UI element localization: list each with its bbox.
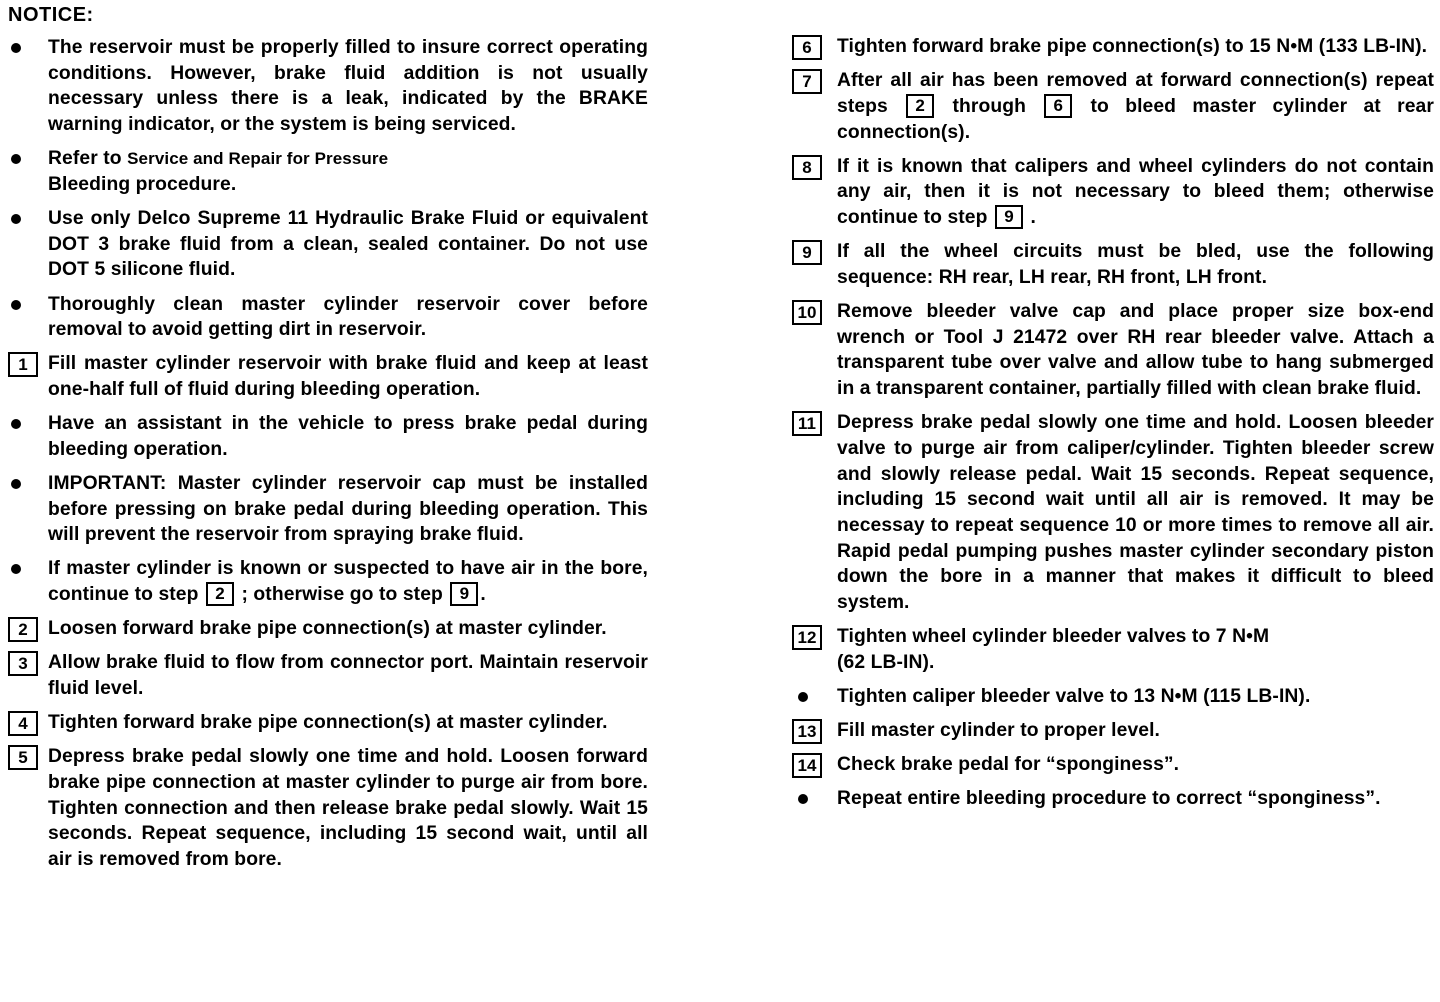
step-text-a: After all air has been removed at forward connection(s) repeat steps <box>837 70 1434 117</box>
step-text-c: to bleed master cylinder at rear connection(s). <box>837 95 1434 143</box>
bullet-text: Tighten caliper bleeder valve to 13 N•M (115 LB-IN). <box>837 685 1311 707</box>
notice-bullet-refer <box>8 146 648 197</box>
bullet-icon <box>11 43 21 53</box>
step-text-c: . <box>1030 207 1036 228</box>
step-text: Allow brake fluid to flow from connector port. Maintain reservoir fluid level. <box>48 652 648 699</box>
step-4 <box>8 710 648 736</box>
step-number-badge: 8 <box>792 155 822 180</box>
step-13 <box>792 718 1434 744</box>
step-text: Depress brake pedal slowly one time and hold. Loosen forward brake pipe connection at master cylinder to purge air from bore. Tighten connection and then release brake pedal slowly. Wait 15 seconds. Repeat sequence, including 15 second wait, until all air is removed from bore. <box>48 746 648 870</box>
right-column <box>792 34 1434 820</box>
step-text: Fill master cylinder to proper level. <box>837 720 1161 741</box>
bullet-icon <box>11 300 21 310</box>
step-text: Tighten forward brake pipe connection(s) to 15 N•M (133 LB-IN). <box>837 36 1428 57</box>
notice-heading: NOTICE: <box>8 4 94 26</box>
bullet-text-c: . <box>480 584 486 606</box>
notice-bullet-reservoir <box>8 35 648 138</box>
step-number-badge: 14 <box>792 753 822 778</box>
step-number-badge: 5 <box>8 745 38 770</box>
bullet-text: Thoroughly clean master cylinder reservoir cover before removal to avoid getting dirt in reservoir. <box>48 293 648 341</box>
service-repair-link[interactable]: Service and Repair for Pressure <box>127 149 389 169</box>
step-14 <box>792 752 1434 778</box>
bullet-text: Use only Delco Supreme 11 Hydraulic Brake Fluid or equivalent DOT 3 brake fluid from a clean, sealed container. Do not use DOT 5 silicone fluid. <box>48 208 648 281</box>
step-9 <box>792 239 1434 290</box>
notice-bullet-clean-cover <box>8 292 648 343</box>
step-ref-9[interactable]: 9 <box>995 205 1023 229</box>
step-number-badge: 1 <box>8 352 38 377</box>
bullet-caliper-bleeder <box>792 684 1434 710</box>
step-1 <box>8 351 648 402</box>
step-ref-6[interactable]: 6 <box>1044 94 1072 118</box>
step-text: Depress brake pedal slowly one time and hold. Loosen bleeder valve to purge air from caliper/cylinder. Tighten bleeder screw and slowly release pedal. Wait 15 seconds. Repeat sequence, including 15 second wait until all air is removed. It may be necessay to repeat sequence 10 or more times to remove all air. Rapid pedal pumping pushes master cylinder secondary piston down the bore in a manner that makes it difficult to bleed system. <box>837 412 1434 614</box>
step-text: Remove bleeder valve cap and place proper size box-end wrench or Tool J 21472 over RH rear bleeder valve. Attach a transparent tube over valve and allow tube to hang submerged in a transparent container, partially filled with clean brake fluid. <box>837 300 1434 399</box>
bullet-text-b: ; otherwise go to step <box>241 584 443 606</box>
bullet-icon <box>11 419 21 429</box>
step-text-a: If it is known that calipers and wheel cylinders do not contain any air, then it is not necessary to bleed them; otherwise continue to step <box>837 155 1434 228</box>
bullet-text-lead: Refer to <box>48 148 128 170</box>
step-text: Fill master cylinder reservoir with brake fluid and keep at least one-half full of fluid during bleeding operation. <box>48 353 648 400</box>
bullet-icon <box>11 214 21 224</box>
left-column <box>8 0 648 881</box>
step-number-badge: 2 <box>8 617 38 642</box>
notice-bullet-important <box>8 471 648 548</box>
step-text: Tighten forward brake pipe connection(s) at master cylinder. <box>48 712 608 734</box>
notice-bullet-air-in-bore <box>8 556 648 607</box>
step-number-badge: 6 <box>792 35 822 60</box>
step-number-badge: 11 <box>792 411 822 436</box>
step-10 <box>792 299 1434 402</box>
step-12 <box>792 624 1434 675</box>
step-ref-2[interactable]: 2 <box>906 94 934 118</box>
step-number-badge: 4 <box>8 711 38 736</box>
step-6 <box>792 34 1434 60</box>
step-number-badge: 3 <box>8 651 38 676</box>
step-text-b: through <box>952 95 1026 117</box>
bullet-text-tail: Bleeding procedure. <box>48 173 237 195</box>
step-text-a: Tighten wheel cylinder bleeder valves to 7 N•M <box>837 626 1270 648</box>
step-text: If all the wheel circuits must be bled, use the following sequence: RH rear, LH rear, RH front, LH front. <box>837 241 1434 288</box>
step-8 <box>792 154 1434 231</box>
step-number-badge: 13 <box>792 719 822 744</box>
bullet-text: The reservoir must be properly filled to insure correct operating conditions. However, brake fluid addition is not usually necessary unless there is a leak, indicated by the BRAKE warning indicator, or the system is being serviced. <box>48 37 648 136</box>
bullet-icon <box>11 154 21 164</box>
step-number-badge: 7 <box>792 69 822 94</box>
step-5 <box>8 744 648 873</box>
bullet-text: Repeat entire bleeding procedure to correct “sponginess”. <box>837 788 1381 810</box>
bullet-text: IMPORTANT: Master cylinder reservoir cap must be installed before pressing on brake pedal during bleeding operation. This will prevent the reservoir from spraying brake fluid. <box>48 472 648 546</box>
bullet-icon <box>798 794 808 804</box>
step-ref-9[interactable]: 9 <box>450 582 478 606</box>
step-11 <box>792 410 1434 616</box>
bullet-text-a: If master cylinder is known or suspected to have air in the bore, continue to step <box>48 558 648 606</box>
step-2 <box>8 616 648 642</box>
step-text: Loosen forward brake pipe connection(s) at master cylinder. <box>48 618 607 640</box>
notice-bullet-assistant <box>8 411 648 462</box>
step-3 <box>8 650 648 701</box>
step-text-b: (62 LB-IN). <box>837 651 935 673</box>
step-text: Check brake pedal for “sponginess”. <box>837 754 1180 776</box>
step-number-badge: 10 <box>792 300 822 325</box>
step-number-badge: 12 <box>792 625 822 650</box>
step-ref-2[interactable]: 2 <box>206 582 234 606</box>
bullet-icon <box>11 564 21 574</box>
step-7 <box>792 68 1434 145</box>
bullet-text: Have an assistant in the vehicle to press brake pedal during bleeding operation. <box>48 413 648 460</box>
bullet-icon <box>798 692 808 702</box>
step-number-badge: 9 <box>792 240 822 265</box>
bullet-repeat-procedure <box>792 786 1434 812</box>
notice-bullet-fluid-type <box>8 206 648 283</box>
bullet-icon <box>11 479 21 489</box>
